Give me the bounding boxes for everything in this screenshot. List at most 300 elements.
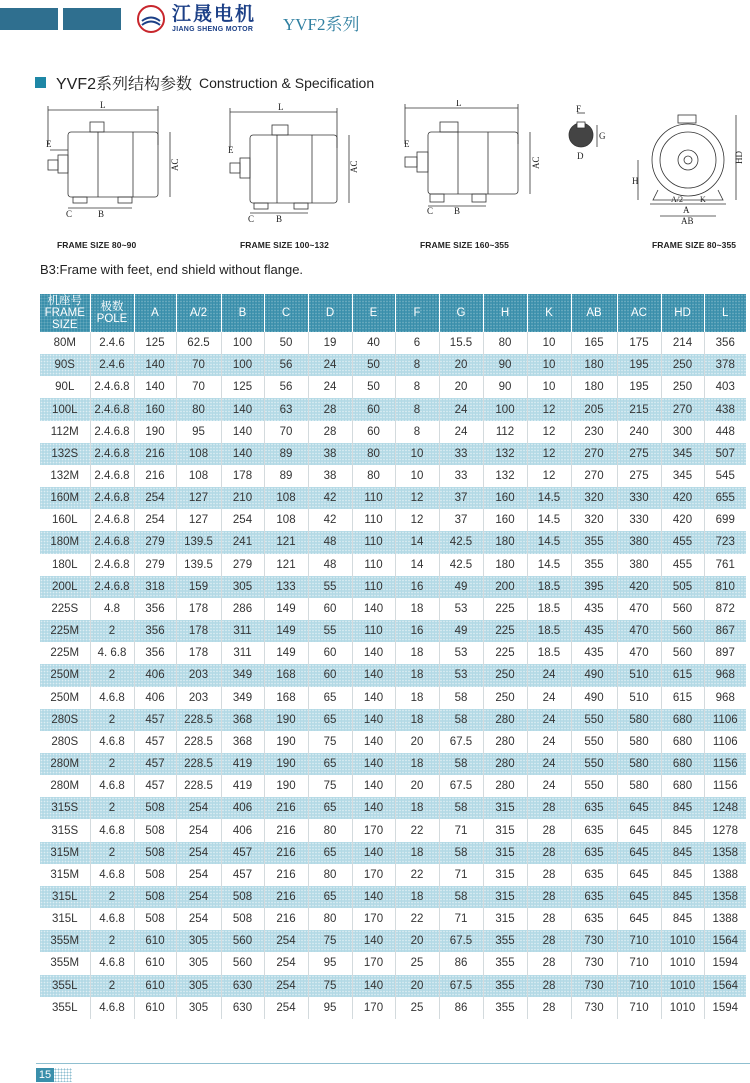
table-cell: 18 xyxy=(395,709,439,731)
table-cell: 315S xyxy=(40,797,90,819)
table-cell: 635 xyxy=(571,819,617,841)
brand-emblem-icon xyxy=(136,4,166,34)
table-cell: 80 xyxy=(308,908,352,930)
table-cell: 60 xyxy=(308,598,352,620)
table-cell: 320 xyxy=(571,487,617,509)
table-cell: 216 xyxy=(264,819,308,841)
table-cell: 140 xyxy=(352,930,395,952)
table-cell: 545 xyxy=(715,470,735,483)
table-cell: 140 xyxy=(221,398,264,420)
table-cell: 635 xyxy=(571,864,617,886)
table-cell: 270 xyxy=(571,443,617,465)
table-cell: 655 xyxy=(704,487,746,509)
table-row xyxy=(40,952,746,974)
table-cell: 508 xyxy=(221,908,264,930)
brand-logo xyxy=(136,4,256,34)
table-cell: 355M xyxy=(40,952,90,974)
table-cell: 240 xyxy=(617,421,661,443)
table-cell: 1156 xyxy=(712,780,738,793)
table-cell: 356 xyxy=(134,620,176,642)
table-cell: 49 xyxy=(439,620,483,642)
table-cell: 80 xyxy=(308,864,352,886)
table-cell: 275 xyxy=(617,443,661,465)
table-cell: 680 xyxy=(661,753,704,775)
table-cell: 645 xyxy=(617,864,661,886)
table-cell: 80 xyxy=(352,443,395,465)
table-cell: 2.4.6.8 xyxy=(90,398,134,420)
table-cell: 180 xyxy=(571,376,617,398)
table-cell: 2 xyxy=(90,709,134,731)
table-cell: 195 xyxy=(617,354,661,376)
table-cell: 368 xyxy=(221,731,264,753)
table-cell: 615 xyxy=(661,687,704,709)
table-cell: 67.5 xyxy=(439,975,483,997)
table-cell: 65 xyxy=(308,709,352,731)
table-cell: 180 xyxy=(483,531,527,553)
table-cell: 65 xyxy=(308,886,352,908)
table-cell: 225M xyxy=(40,642,90,664)
table-cell: 140 xyxy=(352,664,395,686)
table-cell: 356 xyxy=(134,598,176,620)
column-header xyxy=(352,294,395,332)
table-cell: 80M xyxy=(40,332,90,354)
column-header-en: K xyxy=(545,306,553,319)
table-row xyxy=(40,975,746,997)
table-cell: 225 xyxy=(483,620,527,642)
table-cell: 24 xyxy=(439,421,483,443)
table-cell: 8 xyxy=(395,376,439,398)
table-cell: 50 xyxy=(264,332,308,354)
table-cell: 505 xyxy=(661,576,704,598)
table-cell: 170 xyxy=(352,819,395,841)
table-cell: 18 xyxy=(395,886,439,908)
table-cell: 12 xyxy=(527,398,571,420)
table-cell: 320 xyxy=(571,509,617,531)
table-cell: 368 xyxy=(221,709,264,731)
table-cell: 300 xyxy=(661,421,704,443)
table-cell: 100 xyxy=(221,354,264,376)
table-cell: 867 xyxy=(704,620,746,642)
table-cell: 2 xyxy=(90,930,134,952)
table-row xyxy=(40,620,746,642)
table-cell: 42 xyxy=(308,509,352,531)
table-cell: 24 xyxy=(527,753,571,775)
table-cell: 345 xyxy=(661,465,704,487)
table-cell: 65 xyxy=(308,687,352,709)
table-cell: 37 xyxy=(439,509,483,531)
table-cell: 12 xyxy=(527,443,571,465)
table-cell: 580 xyxy=(617,709,661,731)
table-cell: 67.5 xyxy=(439,775,483,797)
table-cell: 12 xyxy=(527,421,571,443)
table-cell: 10 xyxy=(527,354,571,376)
table-cell: 280M xyxy=(40,775,90,797)
column-header-en: E xyxy=(369,306,378,319)
table-cell: 149 xyxy=(264,620,308,642)
caption-frame-80-90: FRAME SIZE 80~90 xyxy=(57,240,137,250)
table-cell: 254 xyxy=(176,797,221,819)
table-cell: 18.5 xyxy=(527,576,571,598)
table-cell: 2.4.6.8 xyxy=(90,443,134,465)
column-header-en: C xyxy=(281,306,291,319)
table-cell: 80 xyxy=(308,819,352,841)
table-cell: 216 xyxy=(134,443,176,465)
table-cell: 170 xyxy=(352,908,395,930)
table-cell: 580 xyxy=(617,775,661,797)
table-cell: 49 xyxy=(439,576,483,598)
table-cell: 18 xyxy=(395,842,439,864)
table-cell: 210 xyxy=(221,487,264,509)
table-cell: 645 xyxy=(617,842,661,864)
table-cell: 680 xyxy=(661,775,704,797)
table-cell: 22 xyxy=(395,864,439,886)
motor-drawing-160-355 xyxy=(400,100,550,230)
table-cell: 178 xyxy=(176,598,221,620)
table-cell: 24 xyxy=(439,398,483,420)
table-cell: 315L xyxy=(40,886,90,908)
table-cell: 2.4.6.8 xyxy=(90,576,134,598)
table-cell: 635 xyxy=(571,886,617,908)
table-cell: 112 xyxy=(483,421,527,443)
table-cell: 845 xyxy=(661,864,704,886)
table-cell: 250 xyxy=(661,376,704,398)
table-cell: 1388 xyxy=(712,868,739,881)
table-cell: 12 xyxy=(527,465,571,487)
table-cell: 280S xyxy=(40,709,90,731)
table-row xyxy=(40,797,746,819)
table-cell: 315 xyxy=(483,842,527,864)
table-cell: 25 xyxy=(395,997,439,1019)
dim-label-h: H xyxy=(632,176,639,186)
table-cell: 160L xyxy=(40,509,90,531)
table-cell: 14.5 xyxy=(527,487,571,509)
column-header xyxy=(527,294,571,332)
column-header xyxy=(395,294,439,332)
table-cell: 90 xyxy=(483,354,527,376)
table-row xyxy=(40,664,746,686)
table-row xyxy=(40,332,746,354)
dim-label-e-3: E xyxy=(404,139,410,149)
table-cell: 24 xyxy=(527,687,571,709)
table-row xyxy=(40,908,746,930)
table-cell: 435 xyxy=(571,598,617,620)
table-cell: 65 xyxy=(308,797,352,819)
table-cell: 71 xyxy=(439,819,483,841)
table-cell: 1358 xyxy=(704,886,746,908)
column-header-en: F xyxy=(413,306,421,319)
table-cell: 216 xyxy=(264,842,308,864)
table-cell: 16 xyxy=(395,576,439,598)
column-header-en: B xyxy=(238,306,247,319)
table-cell: 140 xyxy=(352,842,395,864)
table-cell: 635 xyxy=(571,842,617,864)
table-cell: 28 xyxy=(308,398,352,420)
table-cell: 4.6.8 xyxy=(90,731,134,753)
column-header-en: HD xyxy=(674,306,691,319)
table-row xyxy=(40,576,746,598)
table-cell: 457 xyxy=(134,753,176,775)
table-cell: 4.6.8 xyxy=(90,952,134,974)
table-cell: 378 xyxy=(704,354,746,376)
table-cell: 70 xyxy=(264,421,308,443)
caption-frame-100-132: FRAME SIZE 100~132 xyxy=(240,240,329,250)
table-cell: 455 xyxy=(661,531,704,553)
table-row xyxy=(40,864,746,886)
table-cell: 254 xyxy=(134,509,176,531)
page-number: 15 xyxy=(36,1068,54,1082)
table-cell: 28 xyxy=(527,997,571,1019)
table-cell: 28 xyxy=(527,864,571,886)
table-cell: 635 xyxy=(571,908,617,930)
table-cell: 635 xyxy=(571,797,617,819)
table-cell: 508 xyxy=(221,886,264,908)
table-cell: 345 xyxy=(661,443,704,465)
footer-rule xyxy=(36,1063,750,1064)
table-cell: 279 xyxy=(221,554,264,576)
table-cell: 1156 xyxy=(704,753,746,775)
section-title-en: Construction & Specification xyxy=(199,74,375,91)
column-header xyxy=(483,294,527,332)
table-cell: 110 xyxy=(352,509,395,531)
table-cell: 311 xyxy=(221,620,264,642)
section-title xyxy=(35,71,374,94)
table-cell: 610 xyxy=(134,997,176,1019)
table-cell: 67.5 xyxy=(439,731,483,753)
dim-label-b-3: B xyxy=(454,206,461,216)
table-cell: 1010 xyxy=(661,952,704,974)
dim-label-c-3: C xyxy=(427,206,434,216)
table-cell: 10 xyxy=(395,465,439,487)
table-cell: 28 xyxy=(527,886,571,908)
table-cell: 420 xyxy=(661,487,704,509)
table-cell: 4.6.8 xyxy=(90,687,134,709)
table-cell: 315S xyxy=(40,819,90,841)
table-cell: 15.5 xyxy=(439,332,483,354)
table-cell: 610 xyxy=(134,975,176,997)
table-cell: 60 xyxy=(352,398,395,420)
table-cell: 58 xyxy=(439,687,483,709)
dim-label-a2: A/2 xyxy=(671,195,683,204)
table-cell: 56 xyxy=(264,376,308,398)
table-cell: 420 xyxy=(661,509,704,531)
column-header-en: A xyxy=(151,306,159,319)
table-cell: 645 xyxy=(617,908,661,930)
table-cell: 108 xyxy=(264,509,308,531)
table-cell: 241 xyxy=(221,531,264,553)
table-cell: 170 xyxy=(352,864,395,886)
table-cell: 254 xyxy=(176,864,221,886)
table-cell: 70 xyxy=(176,376,221,398)
table-cell: 140 xyxy=(134,376,176,398)
table-cell: 1248 xyxy=(704,797,746,819)
table-cell: 1278 xyxy=(712,824,739,837)
table-row xyxy=(40,687,746,709)
table-cell: 2.4.6.8 xyxy=(90,376,134,398)
table-cell: 872 xyxy=(715,602,735,615)
table-cell: 216 xyxy=(134,465,176,487)
table-cell: 2 xyxy=(90,842,134,864)
table-cell: 24 xyxy=(527,731,571,753)
table-cell: 121 xyxy=(264,531,308,553)
table-row xyxy=(40,753,746,775)
table-cell: 56 xyxy=(264,354,308,376)
table-cell: 75 xyxy=(308,775,352,797)
table-cell: 132 xyxy=(483,443,527,465)
table-cell: 228.5 xyxy=(176,709,221,731)
table-row xyxy=(40,997,746,1019)
table-cell: 710 xyxy=(617,975,661,997)
table-cell: 2.4.6 xyxy=(90,332,134,354)
table-cell: 50 xyxy=(352,354,395,376)
table-cell: 58 xyxy=(439,842,483,864)
table-cell: 65 xyxy=(308,753,352,775)
table-cell: 2 xyxy=(90,620,134,642)
table-cell: 24 xyxy=(527,664,571,686)
table-cell: 490 xyxy=(571,664,617,686)
table-cell: 1010 xyxy=(661,997,704,1019)
table-cell: 280M xyxy=(40,753,90,775)
table-cell: 6 xyxy=(395,332,439,354)
table-cell: 645 xyxy=(617,819,661,841)
table-cell: 180M xyxy=(40,531,90,553)
table-cell: 80 xyxy=(483,332,527,354)
table-cell: 28 xyxy=(527,908,571,930)
column-header-en: AC xyxy=(631,306,647,319)
table-cell: 490 xyxy=(571,687,617,709)
table-cell: 75 xyxy=(308,731,352,753)
table-cell: 435 xyxy=(571,642,617,664)
table-cell: 2 xyxy=(90,797,134,819)
table-cell: 448 xyxy=(715,425,735,438)
table-cell: 20 xyxy=(439,354,483,376)
table-row xyxy=(40,398,746,420)
table-cell: 168 xyxy=(264,664,308,686)
table-cell: 90S xyxy=(40,354,90,376)
dim-label-e: E xyxy=(46,139,52,149)
table-cell: 1358 xyxy=(704,842,746,864)
table-cell: 315 xyxy=(483,797,527,819)
table-cell: 349 xyxy=(221,687,264,709)
table-cell: 457 xyxy=(221,864,264,886)
table-cell: 419 xyxy=(221,775,264,797)
table-cell: 18 xyxy=(395,598,439,620)
table-cell: 630 xyxy=(221,975,264,997)
table-row xyxy=(40,819,746,841)
column-header xyxy=(134,294,176,332)
table-cell: 2.4.6.8 xyxy=(90,487,134,509)
table-cell: 140 xyxy=(352,598,395,620)
table-cell: 508 xyxy=(134,819,176,841)
table-cell: 205 xyxy=(571,398,617,420)
table-cell: 330 xyxy=(617,509,661,531)
table-cell: 75 xyxy=(308,975,352,997)
table-cell: 710 xyxy=(617,997,661,1019)
table-cell: 8 xyxy=(395,421,439,443)
table-cell: 178 xyxy=(176,642,221,664)
table-cell: 560 xyxy=(221,952,264,974)
table-cell: 16 xyxy=(395,620,439,642)
table-cell: 58 xyxy=(439,886,483,908)
column-header-en: A/2 xyxy=(189,306,208,319)
table-cell: 610 xyxy=(134,930,176,952)
table-cell: 170 xyxy=(352,997,395,1019)
table-cell: 215 xyxy=(617,398,661,420)
table-cell: 470 xyxy=(617,642,661,664)
table-cell: 897 xyxy=(715,647,735,660)
motor-drawing-100-132 xyxy=(222,100,372,230)
table-cell: 10 xyxy=(395,443,439,465)
table-cell: 127 xyxy=(176,487,221,509)
column-header xyxy=(661,294,704,332)
table-cell: 108 xyxy=(176,443,221,465)
table-cell: 139.5 xyxy=(176,554,221,576)
table-cell: 510 xyxy=(617,664,661,686)
column-header xyxy=(571,294,617,332)
table-cell: 100L xyxy=(40,398,90,420)
table-cell: 508 xyxy=(134,864,176,886)
table-cell: 250M xyxy=(40,687,90,709)
column-header-en: POLE xyxy=(96,313,128,325)
page-number-pattern xyxy=(54,1068,72,1082)
table-cell: 8 xyxy=(395,398,439,420)
table-cell: 65 xyxy=(308,842,352,864)
dim-label-e-2: E xyxy=(228,145,234,155)
table-cell: 254 xyxy=(264,997,308,1019)
table-cell: 140 xyxy=(352,709,395,731)
table-cell: 645 xyxy=(617,797,661,819)
column-header xyxy=(40,294,90,332)
table-cell: 250 xyxy=(483,687,527,709)
table-cell: 230 xyxy=(571,421,617,443)
table-cell: 75 xyxy=(308,930,352,952)
table-cell: 28 xyxy=(527,930,571,952)
dim-label-a: A xyxy=(683,205,690,215)
table-cell: 14.5 xyxy=(527,554,571,576)
table-cell: 33 xyxy=(439,465,483,487)
table-cell: 699 xyxy=(715,514,735,527)
table-cell: 22 xyxy=(395,819,439,841)
shaft-key-detail xyxy=(563,105,613,165)
table-cell: 100 xyxy=(221,332,264,354)
table-cell: 58 xyxy=(439,797,483,819)
table-header-row xyxy=(40,294,746,332)
table-cell: 730 xyxy=(571,997,617,1019)
table-cell: 470 xyxy=(617,620,661,642)
table-cell: 250M xyxy=(40,664,90,686)
table-cell: 580 xyxy=(617,731,661,753)
table-cell: 71 xyxy=(439,864,483,886)
column-header xyxy=(90,294,134,332)
column-header-en: L xyxy=(722,306,729,319)
table-cell: 508 xyxy=(134,908,176,930)
table-cell: 190 xyxy=(264,753,308,775)
table-cell: 810 xyxy=(704,576,746,598)
table-cell: 28 xyxy=(527,819,571,841)
table-row xyxy=(40,775,746,797)
dim-label-ac: AC xyxy=(170,158,180,171)
table-cell: 24 xyxy=(308,354,352,376)
table-cell: 315 xyxy=(483,886,527,908)
table-cell: 95 xyxy=(308,997,352,1019)
table-cell: 37 xyxy=(439,487,483,509)
table-cell: 18 xyxy=(395,642,439,664)
table-row xyxy=(40,421,746,443)
column-header xyxy=(264,294,308,332)
table-cell: 53 xyxy=(439,598,483,620)
table-cell: 254 xyxy=(264,952,308,974)
table-cell: 12 xyxy=(395,509,439,531)
table-cell: 508 xyxy=(134,797,176,819)
